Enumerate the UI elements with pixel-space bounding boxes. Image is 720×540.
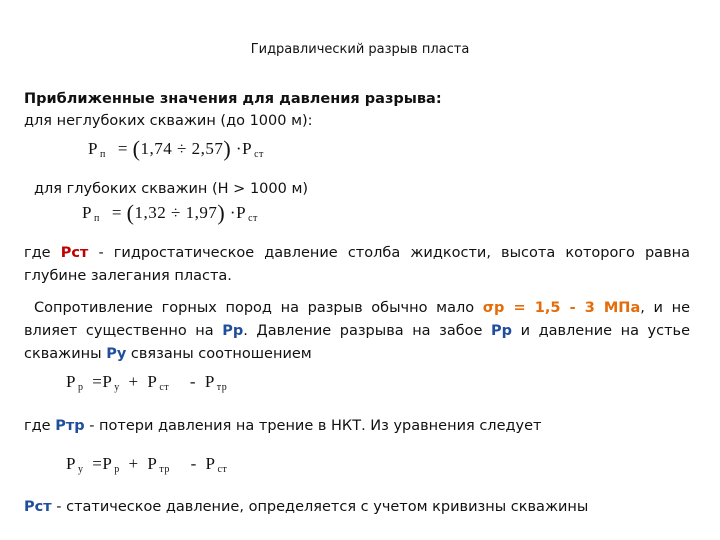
term-py: Ру	[106, 346, 127, 362]
paragraph-static-pressure: Рст - статическое давление, определяется с учетом кривизны скважины	[24, 499, 589, 515]
term-pp: Рр	[491, 323, 513, 339]
formula-shallow: Р $_п$ = (1,74 ÷ 2,57) ·Р $_{ст}$	[88, 136, 264, 161]
term-pp: Рр	[222, 323, 244, 339]
term-pst: Рст	[60, 245, 89, 261]
shallow-wells-label: для неглубоких скважин (до 1000 м):	[24, 113, 313, 129]
formula-bottom-pressure: Р $_р$ =Р $_у$ + Р $_{ст}$ - Р $_{тр}$	[66, 372, 228, 393]
term-sigma: σр	[482, 300, 505, 316]
paragraph-rock-resistance: Сопротивление горных пород на разрыв обычно мало σр = 1,5 - 3 МПа, и не влияет существенно на Рр. Давление разрыва на забое Рр и давление на устье скважины Ру связаны соотношением	[24, 300, 690, 362]
formula-wellhead-pressure: Р $_у$ =Р $_р$ + Р $_{тр}$ - Р $_{ст}$	[66, 454, 228, 475]
sigma-value: = 1,5 - 3 МПа	[504, 300, 641, 316]
heading: Приближенные значения для давления разрыва:	[24, 91, 442, 107]
paragraph-hydrostatic: где Рст - гидростатическое давление столба жидкости, высота которого равна глубине залегания пласта.	[24, 245, 690, 284]
term-ptr: Ртр	[55, 418, 85, 434]
formula-deep: Р $_п$ = (1,32 ÷ 1,97) ·Р $_{ст}$	[82, 200, 258, 225]
paragraph-friction: где Ртр - потери давления на трение в НКТ. Из уравнения следует	[24, 418, 542, 434]
term-pst: Рст	[24, 499, 52, 515]
slide-title: Гидравлический разрыв пласта	[250, 42, 470, 57]
deep-wells-label: для глубоких скважин (Н > 1000 м)	[34, 181, 309, 197]
